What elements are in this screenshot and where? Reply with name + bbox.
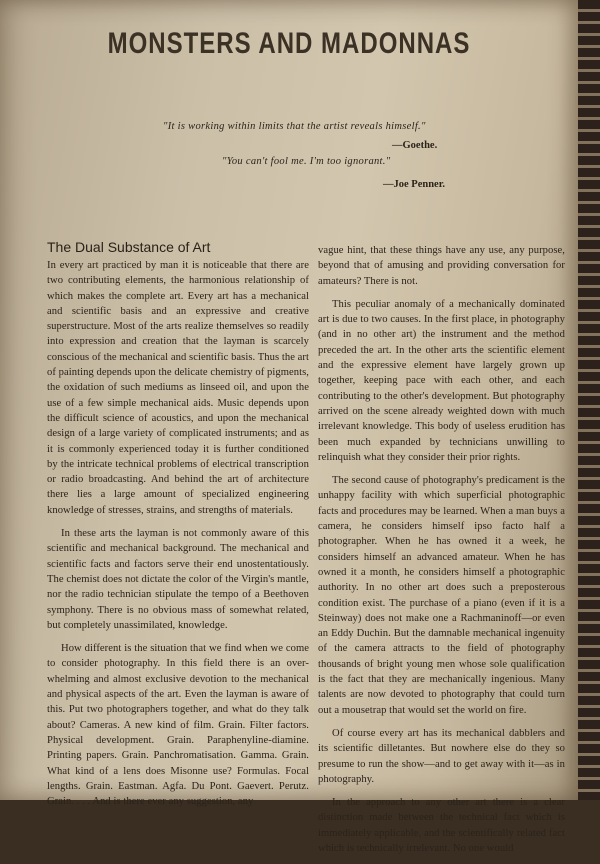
paragraph: Of course every art has its mechanical dabblers and its scientific dilletantes. But nowhere else do they so presume to run the show—and to get away with it—as in photography.: [318, 727, 565, 785]
epigraph-quote-2: "You can't fool me. I'm too ignorant.": [222, 156, 391, 167]
epigraph-attribution-2: —Joe Penner.: [383, 179, 446, 190]
epigraph-attribution-1: —Goethe.: [392, 140, 438, 151]
binding-spine: [578, 0, 600, 800]
section-heading: The Dual Substance of Art: [47, 239, 211, 255]
right-column: [318, 243, 565, 864]
paragraph: This peculiar anomaly of a mechanically dominated art is due to two causes. In the first place, in photography (and in no other art) the instrument and the method preceded the art. In the other arts the scientific element and the expressive element have largely grown up together, keeping pace with each other, and each contributing to the other's development. But photography arrived on the scene already weighted down with much irrelevant knowledge. This body of useless erudition has been much expanded by technicians unwilling to relinquish what they consider their prior rights.: [318, 298, 565, 463]
paragraph: In these arts the layman is not commonly aware of this scientific and mechanical background. The mechanical and scientific facts and factors serve their end unostentatiously. The chemist does not dictate the color of the Virgin's mantle, nor the radio technician stipulate the tempo of a Beethoven symphony. There is no obvious mass of somewhat related, but completely unassimilated, knowledge.: [47, 528, 309, 631]
left-column: [47, 258, 309, 817]
page-title: MONSTERS AND MADONNAS: [107, 26, 471, 61]
epigraph-quote-1: "It is working within limits that the artist reveals himself.": [163, 121, 426, 132]
paragraph: In every art practiced by man it is noticeable that there are two contributing elements, the harmonious relationship of which makes the complete art. Every art has a mechanical and scientific basis and an expressive and creative superstructure. Most of the arts realize themselves so readily into expression and creation that the layman is scarcely conscious of the mechanical and scientific basis. Thus the art of painting depends upon the delicate chemistry of pigments, the oxidation of such mediums as linseed oil, and upon the use of a few simple mechanical aids. Music depends upon the difficult science of acoustics, and upon the mechanical design of a large variety of complicated instruments; and as it is commonly experienced today it is further conditioned by the intricate technical problems of electrical transcription or radio broadcasting. And behind the art of architecture there lies a large amount of specialized engineering knowledge of stresses, strains, and strengths of materials.: [47, 260, 309, 516]
paragraph: vague hint, that these things have any use, any purpose, beyond that of amusing and providing conversation for amateurs? There is not.: [318, 245, 565, 287]
paragraph: How different is the situation that we find when we come to consider photography. In this field there is an over-whelming and almost exclusive devotion to the mechanical and physical aspects of the art. Even the layman is aware of this. Put two photographers together, and what do they talk about? Cameras. A new kind of film. Grain. Filter factors. Physical development. Grain. Paraphenyline-diamine. Printing papers. Grain. Panchromatisation. Gamma. Grain. What kind of a lens does Misonne use? Formulas. Focal lengths. Grain. Eastman. Agfa. Du Pont. Gaevert. Perutz. Grain. . . . And is there ever any suggestion, any: [47, 643, 309, 808]
paragraph: The second cause of photography's predicament is the unhappy facility with which superficial photographic facts and procedures may be learned. When a man buys a camera, he considers himself ipso facto half a photographer. When he has owned it a week, he considers himself an advanced amateur. When he has owned it a month, he considers himself a photographic authority. In no other art does such a preposterous condition exist. The purchase of a piano (even if it is a Steinway) does not make one a Rachmaninoff—or even an Eddy Duchin. But the damnable mechanical ingenuity of the camera attracts to the field of photography thousands of bright young men whose sole qualification is the fact that they are mechanically ingenious. Many talents are now devoted to photography that could turn out a mousetrap that would set the world on fire.: [318, 475, 565, 716]
paragraph: In the approach to any other art there is a clear distinction made between the technical fact which is immediately applicable, and the scientifically related fact which is technically irrelevant. No one would: [318, 797, 565, 854]
